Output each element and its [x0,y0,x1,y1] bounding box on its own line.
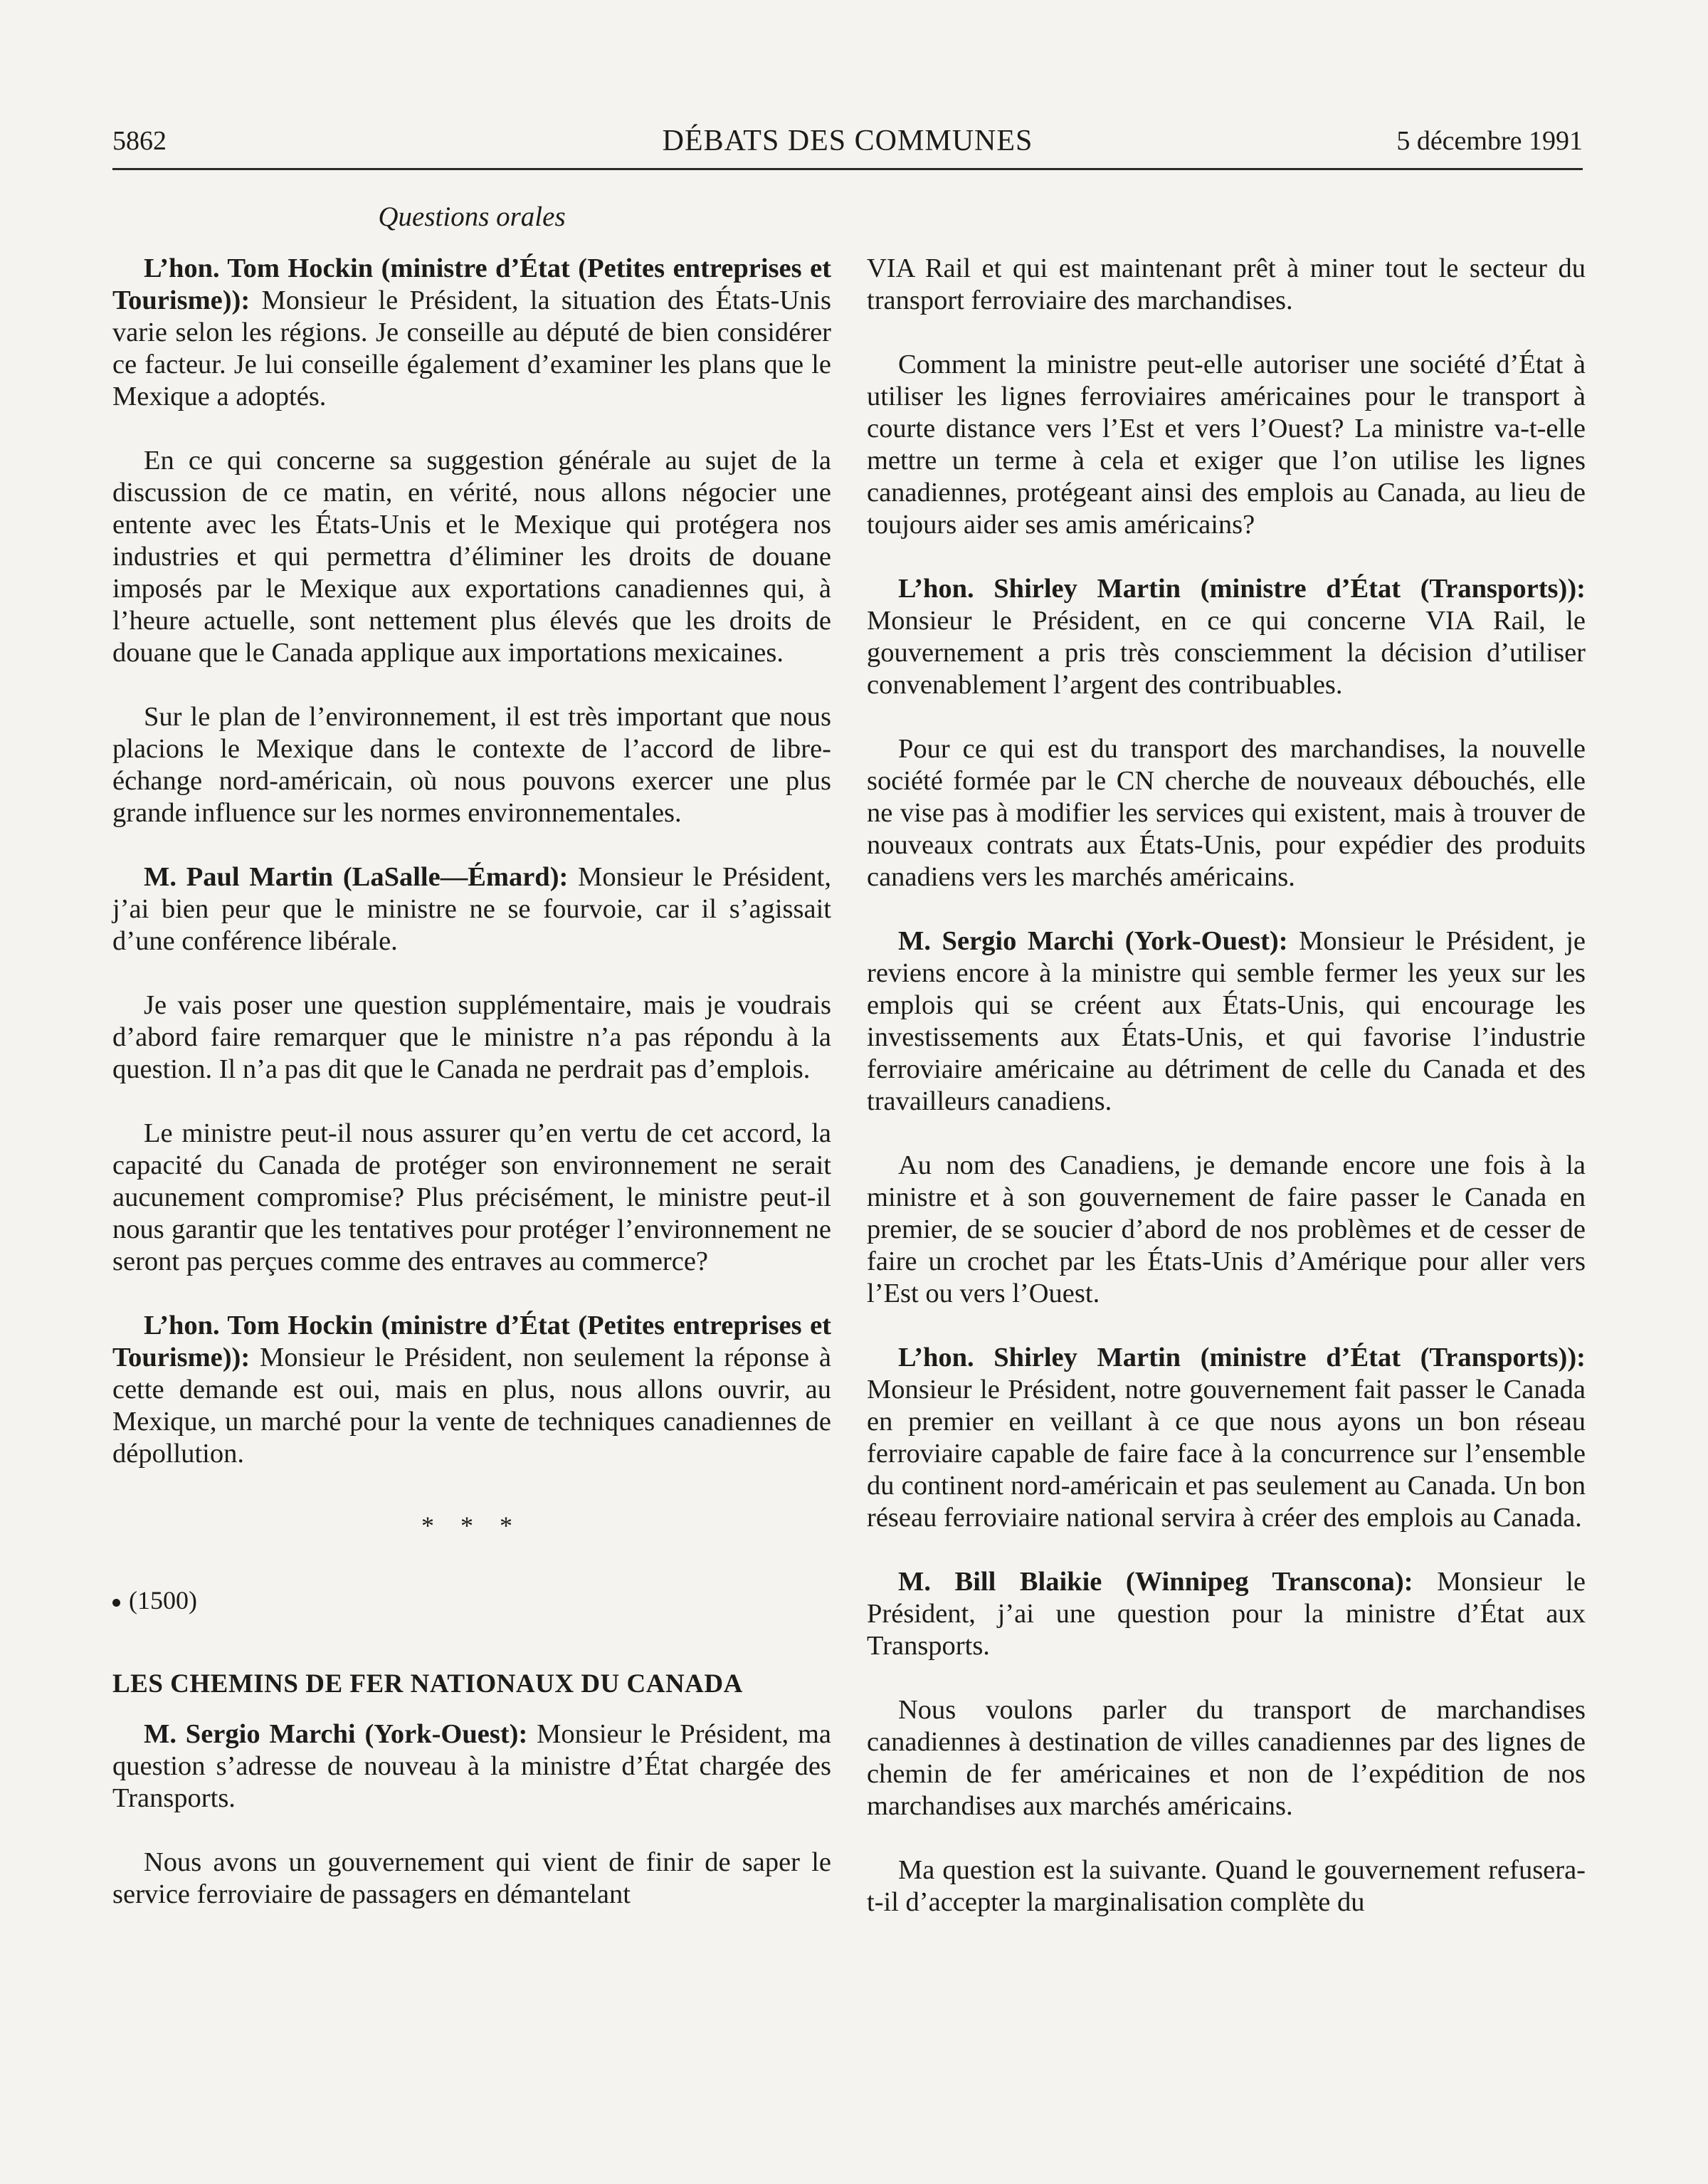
bullet-icon [112,1599,120,1607]
speaker-name: L’hon. Shirley Martin (ministre d’État (Transports)): [898,1343,1586,1372]
paragraph: Je vais poser une question supplémentaire, mais je voudrais d’abord faire remarquer que le ministre n’a pas répondu à la question. Il n’a pas dit que le Canada ne perdrait pas d’emplois. [112,990,831,1084]
speech-text: Monsieur le Président, la situation des États-Unis varie selon les régions. Je conseille au député de bien considérer ce facteur. Je lui conseille également d’examiner les plans que le Mexique a adoptés. [112,285,831,411]
paragraph [867,1566,1586,1662]
paragraph: Nous avons un gouvernement qui vient de finir de saper le service ferroviaire de passagers en démantelant [112,1847,831,1909]
speech-text: Monsieur le Président, ma question s’adresse de nouveau à la ministre d’État chargée des Transports. [112,1719,831,1813]
page-header [112,120,1583,169]
paragraph: VIA Rail et qui est maintenant prêt à miner tout le secteur du transport ferroviaire des marchandises. [867,253,1586,315]
paragraph: Au nom des Canadiens, je demande encore une fois à la ministre et à son gouvernement de faire passer le Canada en premier, de se soucier d’abord de nos problèmes et de cesser de faire un crochet par les États-Unis d’Amérique pour aller vers l’Est ou vers l’Ouest. [867,1150,1586,1308]
paragraph: Ma question est la suivante. Quand le gouvernement refusera-t-il d’accepter la marginalisation complète du [867,1855,1586,1917]
speech-text: Monsieur le Président, j’ai une question pour la ministre d’État aux Transports. [867,1567,1586,1661]
speaker-name: L’hon. Shirley Martin (ministre d’État (Transports)): [898,574,1586,604]
paragraph: Sur le plan de l’environnement, il est très important que nous placions le Mexique dans le contexte de l’accord de libre-échange nord-américain, où nous pouvons exercer une plus grande influence sur les normes environnementales. [112,702,831,828]
section-label: Questions orales [378,201,566,232]
speech-text: Monsieur le Président, je reviens encore à la ministre qui semble fermer les yeux sur les emplois qui se créent aux États-Unis, qui encourage les investissements aux États-Unis, et qui favorise l’industrie ferroviaire américaine au détriment de celle du Canada et des travailleurs canadiens. [867,926,1586,1116]
paragraph [112,1718,831,1815]
speaker-name: L’hon. Tom Hockin (ministre d’État (Petites entreprises et Tourisme)): [112,1311,831,1372]
speech-text: Monsieur le Président, en ce qui concerne VIA Rail, le gouvernement a pris très consciemment la décision d’utiliser convenablement l’argent des contribuables. [867,606,1586,700]
publication-date: 5 décembre 1991 [1396,126,1583,156]
speaker-name: M. Sergio Marchi (York-Ouest): [144,1719,528,1749]
header-rule [112,168,1583,170]
paragraph [112,1310,831,1470]
paragraph: Le ministre peut-il nous assurer qu’en vertu de cet accord, la capacité du Canada de protéger son environnement ne serait aucunement compromise? Plus précisément, le ministre peut-il nous garantir que les tentatives pour protéger l’environnement ne seront pas perçues comme des entraves au commerce? [112,1118,831,1276]
paragraph [867,1342,1586,1534]
paragraph: Pour ce qui est du transport des marchandises, la nouvelle société formée par le CN cherche de nouveaux débouchés, elle ne vise pas à modifier les services qui existent, mais à trouver de nouveaux contrats aux États-Unis, pour expédier des produits canadiens vers les marchés américains. [867,734,1586,892]
right-column [867,253,1586,1951]
paragraph [867,573,1586,701]
paragraph: Comment la ministre peut-elle autoriser une société d’État à utiliser les lignes ferroviaires américaines pour le transport à courte distance vers l’Est et vers l’Ouest? La ministre va-t-elle mettre un terme à cela et exiger que l’on utilise les lignes canadiennes, protégeant ainsi des emplois au Canada, au lieu de toujours aider ses amis américains? [867,350,1586,540]
speech-text: Monsieur le Président, j’ai bien peur que le ministre ne se fourvoie, car il s’agissait d’une conférence libérale. [112,862,831,956]
speech-text: Monsieur le Président, non seulement la réponse à cette demande est oui, mais en plus, nous allons ouvrir, au Mexique, un marché pour la vente de techniques canadiennes de dépollution. [112,1343,831,1469]
paragraph [112,253,831,413]
speech-text: Monsieur le Président, notre gouvernement fait passer le Canada en premier en veillant à ce que nous ayons un bon réseau ferroviaire capable de faire face à la concurrence sur l’ensemble du continent nord-américain et pas seulement au Canada. Un bon réseau ferroviaire national servira à créer des emplois au Canada. [867,1375,1586,1533]
speaker-name: M. Bill Blaikie (Winnipeg Transcona): [898,1567,1413,1597]
paragraph: Nous voulons parler du transport de marchandises canadiennes à destination de villes canadiennes par des lignes de chemin de fer américaines et non de l’expédition de nos marchandises aux marchés américains. [867,1695,1586,1821]
page-number: 5862 [112,126,167,156]
speaker-name: M. Sergio Marchi (York-Ouest): [898,926,1288,956]
timestamp [112,1585,831,1617]
paragraph: En ce qui concerne sa suggestion générale au sujet de la discussion de ce matin, en vérité, nous allons négocier une entente avec les États-Unis et le Mexique qui protégera nos industries et qui permettra d’éliminer les droits de douane imposés par le Mexique aux exportations canadiennes qui, à l’heure actuelle, sont nettement plus élevés que les droits de douane que le Canada applique aux importations mexicaines. [112,446,831,668]
paragraph [867,925,1586,1118]
paragraph [112,861,831,957]
speaker-name: M. Paul Martin (LaSalle—Émard): [144,862,569,892]
timestamp-text: (1500) [129,1586,197,1615]
speaker-name: L’hon. Tom Hockin (ministre d’État (Petites entreprises et Tourisme)): [112,253,831,315]
section-separator: * * * [421,1511,522,1540]
publication-title: DÉBATS DES COMMUNES [662,125,1033,157]
section-heading: LES CHEMINS DE FER NATIONAUX DU CANADA [112,1669,743,1699]
left-column [112,253,831,1943]
